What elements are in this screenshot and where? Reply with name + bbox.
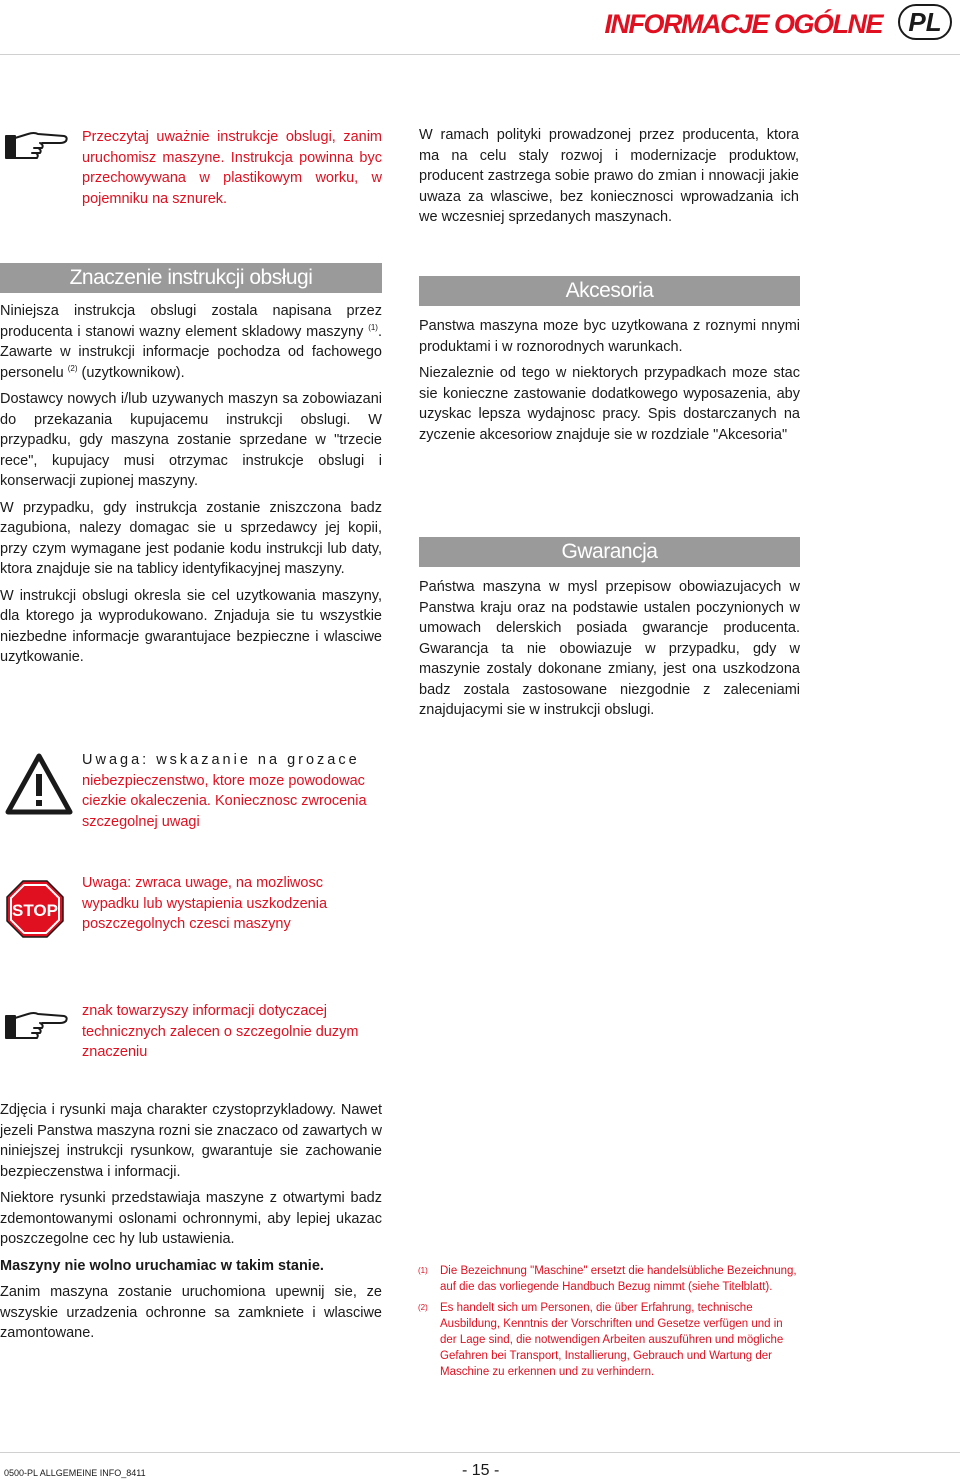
section-bottom [0,1100,382,1350]
bottom-paragraph-3: Zanim maszyna zostanie uruchomiona upewnij sie, ze wszyskie urzadzenia ochronne sa zamkniete i wlasciwe zamontowane. [0,1284,382,1341]
section-accessories-title: Akcesoria [419,276,800,306]
stop-sign-icon [6,880,64,938]
meaning-paragraph-1: Niniejsza instrukcja obslugi zostala napisana przez producenta i stanowi wazny element skladowy maszyny $^{(1)}$. Zawarte w instrukcji informacje pochodza od fachowego personelu $^{(2)}$ (uzytkownikow). [0,303,382,381]
meaning-paragraph-3: W przypadku, gdy instrukcja zostanie zniszczona badz zagubiona, nalezy domagac sie u sprzedawcy jej kopii, przy czym wymagane jest podanie kodu instrukcji lub daty, ktora znajduje sie na tablicy identyfikacyjnej maszyny. [0,499,382,577]
section-accessories [419,276,800,451]
stop-sign-label: STOP [12,901,58,920]
header-divider [0,54,960,55]
technical-note: znak towarzyszy informacji dotyczacej technicznych zalecen o szczegolnie duzym znaczeniu [82,1003,359,1060]
danger-note-lead: Uwaga: wskazanie na grozace [82,752,360,768]
page-number: - 15 - [462,1462,500,1479]
pointing-hand-icon-2 [4,1008,70,1042]
section-warranty-title: Gwarancja [419,537,800,567]
footnote-1 [418,1263,800,1295]
page-title: INFORMACJE OGÓLNE [604,9,882,39]
bottom-heading: Maszyny nie wolno uruchamiac w takim stanie. [0,1257,324,1274]
pointing-hand-icon [4,128,70,162]
footer-divider [0,1452,960,1453]
stop-note: Uwaga: zwraca uwage, na mozliwosc wypadku lub wystapienia uszkodzenia poszczegolnych czesci maszyny [82,875,328,932]
footnote-2-mark: (2) [418,1303,428,1312]
section-meaning-title: Znaczenie instrukcji obsługi [0,263,382,293]
intro-policy: W ramach polityki prowadzonej przez producenta, ktora ma na celu staly rozwoj i modernizacje produktow, producent zastrzega sobie prawo do zmian i nnowacji jakie uwaza za wlasciwe, bez koniecznosci wprowadzania ich we wczesniej sprzedanych maszynach. [419,127,799,225]
warranty-paragraph-1: Państwa maszyna w mysl przepisow obowiazujacych w Panstwa kraju oraz na podstawie ustalen poczynionych w umowach delerskich posiada gwarancje producenta. Gwarancja ta nie obowiazuje w przypadku, gdy w maszynie zostaly dokonane zmiany, jest ona uszkodzona badz zostala zastosowane niezgodnie z zaleceniami znajdujacymi sie w instrukcji obslugi. [419,579,800,718]
meaning-paragraph-4: W instrukcji obslugi okresla sie cel uzytkowania maszyny, dla ktorego ja wyprodukowano. Znjaduja sie tu wszystkie niezbedne informacje gwarantujace bezpieczne i wlasciwe uzytkowanie. [0,587,382,665]
danger-note [82,750,382,832]
footnote-1-mark: (1) [418,1266,428,1275]
language-badge: PL [898,4,952,40]
footnote-2-text: Es handelt sich um Personen, die über Erfahrung, technische Ausbildung, Kenntnis der Vorschriften und Gesetze verfügen und in der Lage sind, die notwendigen Arbeiten auszuführen und mögliche Gefahren bei Transport, Installierung, Gebrauch und Wartung der Maschine zu erkennen und zu verhindern. [440,1302,784,1378]
danger-note-text: niebezpieczenstwo, ktore moze powodowac ciezkie okaleczenia. Koniecznosc zwrocenia szczegolnej uwagi [82,772,367,830]
footnote-ref-2: (2) [67,363,78,373]
bottom-paragraph-2: Niektore rysunki przedstawiaja maszyne z otwartymi badz zdemontowanymi oslonami ochronnymi, aby lepiej ukazac poszczegolne cec hy lub ustawienia. [0,1190,382,1247]
footnote-1-text: Die Bezeichnung "Maschine" ersetzt die handelsübliche Bezeichnung, auf die das vorliegende Handbuch Bezug nimmt (siehe Titelblatt). [440,1265,797,1293]
footer-document-code: 0500-PL ALLGEMEINE INFO_8411 [4,1468,146,1478]
footnote-2 [418,1300,800,1380]
accessories-paragraph-2: Niezaleznie od tego w niektorych przypadkach moze stac sie konieczne zastowanie dodatkowego wyposazenia, aby uzyskac lepsza wydajnosc pracy. Spis dostarczanych na zyczenie akcesoriow znajduje sie w rozdziale "Akcesoria" [419,365,800,443]
bottom-paragraph-1: Zdjęcia i rysunki maja charakter czystoprzykladowy. Nawet jezeli Panstwa maszyna rozni sie znaczaco od zawartych w niniejszej instrukcji rysunkow, gwarantuje sie zachowanie bezpieczenstwa i informacji. [0,1102,382,1180]
warning-triangle-icon [4,752,74,816]
section-warranty [419,537,800,727]
section-meaning [0,263,382,674]
intro-note: Przeczytaj uważnie instrukcje obslugi, zanim uruchomisz maszyne. Instrukcja powinna byc przechowywana w plastikowym worku, w pojemniku na sznurek. [82,129,382,207]
meaning-paragraph-2: Dostawcy nowych i/lub uzywanych maszyn sa zobowiazani do przekazania kupujacemu instrukcji obslugi. W przypadku, gdy maszyna zostanie sprzedane w "trzecie rece", kupujacy musi otrzymac instrukcje obslugi i konserwacji zupionej maszyny. [0,391,382,489]
footnote-ref-1: (1) [368,322,378,332]
accessories-paragraph-1: Panstwa maszyna moze byc uzytkowana z roznymi nnymi produktami i w roznorodnych warunkach. [419,318,800,355]
